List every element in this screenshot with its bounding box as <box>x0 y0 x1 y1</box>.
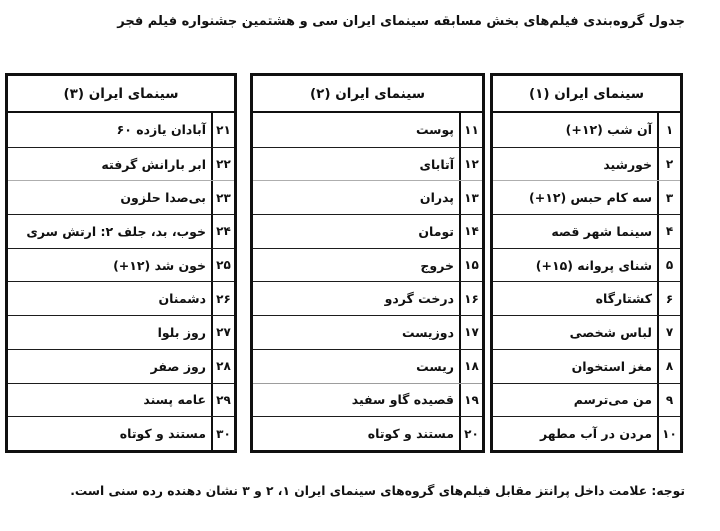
film-number: ۲۴ <box>211 215 234 248</box>
film-group-table-3 <box>5 73 237 453</box>
film-title: شنای پروانه (۱۵+) <box>535 257 652 273</box>
table-row <box>8 214 234 248</box>
film-title: مستند و کوتاه <box>367 426 454 442</box>
table-body <box>253 113 482 450</box>
film-number: ۲۰ <box>459 417 482 450</box>
table-row <box>253 214 482 248</box>
film-number: ۵ <box>657 249 680 282</box>
film-title: روز صفر <box>150 358 206 374</box>
age-rating-note: توجه: علامت داخل پرانتز مقابل فیلم‌های گروه‌های سینمای ایران ۱، ۲ و ۳ نشان دهنده رده سنی است. <box>70 484 685 498</box>
film-number: ۱۷ <box>459 316 482 349</box>
film-number: ۲۶ <box>211 282 234 315</box>
table-row <box>8 180 234 214</box>
film-number: ۳ <box>657 181 680 214</box>
film-title: سه کام حبس (۱۲+) <box>529 190 652 206</box>
table-row <box>493 383 680 417</box>
film-group-table-1 <box>490 73 683 453</box>
table-row <box>253 416 482 450</box>
film-number: ۱۲ <box>459 148 482 181</box>
film-number: ۱۹ <box>459 384 482 417</box>
film-title: من می‌ترسم <box>573 392 652 408</box>
table-row <box>493 147 680 181</box>
film-number: ۴ <box>657 215 680 248</box>
film-number: ۳۰ <box>211 417 234 450</box>
table-row <box>493 281 680 315</box>
table-row <box>253 147 482 181</box>
film-number: ۲۲ <box>211 148 234 181</box>
table-row <box>8 281 234 315</box>
film-number: ۶ <box>657 282 680 315</box>
film-title: پوست <box>415 122 454 138</box>
table-row <box>493 349 680 383</box>
film-number: ۱ <box>657 113 680 147</box>
table-body <box>8 113 234 450</box>
film-title: آبادان یازده ۶۰ <box>116 122 206 138</box>
table-row <box>253 113 482 147</box>
film-title: کشتارگاه <box>595 291 652 307</box>
film-number: ۱۴ <box>459 215 482 248</box>
table-row <box>253 315 482 349</box>
film-number: ۹ <box>657 384 680 417</box>
table-row <box>493 113 680 147</box>
table-body <box>493 113 680 450</box>
page-title: جدول گروه‌بندی فیلم‌های بخش مسابقه سینمای ایران سی و هشتمین جشنواره فیلم فجر <box>117 14 685 29</box>
table-row <box>253 180 482 214</box>
film-title: خوب، بد، جلف ۲: ارتش سری <box>26 223 206 239</box>
table-row <box>8 248 234 282</box>
film-number: ۲۵ <box>211 249 234 282</box>
table-header: سینمای ایران (۱) <box>493 76 680 113</box>
table-row <box>253 349 482 383</box>
film-title: مردن در آب مطهر <box>539 426 652 442</box>
table-row <box>253 248 482 282</box>
table-row <box>8 315 234 349</box>
table-row <box>493 416 680 450</box>
table-row <box>8 383 234 417</box>
film-number: ۱۰ <box>657 417 680 450</box>
film-title: ریست <box>416 358 454 374</box>
film-number: ۱۶ <box>459 282 482 315</box>
table-row <box>8 147 234 181</box>
film-number: ۲ <box>657 148 680 181</box>
film-number: ۲۷ <box>211 316 234 349</box>
film-title: آن شب (۱۲+) <box>565 122 652 138</box>
table-header: سینمای ایران (۳) <box>8 76 234 113</box>
film-number: ۷ <box>657 316 680 349</box>
film-title: عامه پسند <box>143 392 206 408</box>
film-number: ۲۱ <box>211 113 234 147</box>
film-title: سینما شهر قصه <box>551 223 652 239</box>
film-title: دوزیست <box>401 324 454 340</box>
table-row <box>253 383 482 417</box>
film-title: مغز استخوان <box>571 358 652 374</box>
film-number: ۲۳ <box>211 181 234 214</box>
table-row <box>8 349 234 383</box>
film-title: خروج <box>420 257 454 273</box>
film-title: مستند و کوتاه <box>119 426 206 442</box>
table-row <box>253 281 482 315</box>
film-title: خون شد (۱۲+) <box>113 257 206 273</box>
film-title: آتابای <box>419 156 454 172</box>
table-row <box>8 113 234 147</box>
film-title: تومان <box>418 223 454 239</box>
film-number: ۱۵ <box>459 249 482 282</box>
table-header: سینمای ایران (۲) <box>253 76 482 113</box>
film-title: پدران <box>419 190 454 206</box>
film-title: درخت گردو <box>384 291 454 307</box>
table-row <box>493 180 680 214</box>
table-row <box>493 214 680 248</box>
film-number: ۸ <box>657 350 680 383</box>
table-row <box>493 315 680 349</box>
table-row <box>493 248 680 282</box>
film-title: بی‌صدا حلزون <box>120 190 206 206</box>
table-row <box>8 416 234 450</box>
film-number: ۱۳ <box>459 181 482 214</box>
film-group-table-2 <box>250 73 485 453</box>
film-number: ۱۸ <box>459 350 482 383</box>
film-title: خورشید <box>603 156 652 172</box>
film-number: ۲۹ <box>211 384 234 417</box>
film-title: روز بلوا <box>157 324 206 340</box>
film-title: لباس شخصی <box>569 324 652 340</box>
film-number: ۲۸ <box>211 350 234 383</box>
film-title: قصیده گاو سفید <box>351 392 454 408</box>
film-number: ۱۱ <box>459 113 482 147</box>
film-title: دشمنان <box>158 291 206 307</box>
film-title: ابر بارانش گرفته <box>101 156 206 172</box>
